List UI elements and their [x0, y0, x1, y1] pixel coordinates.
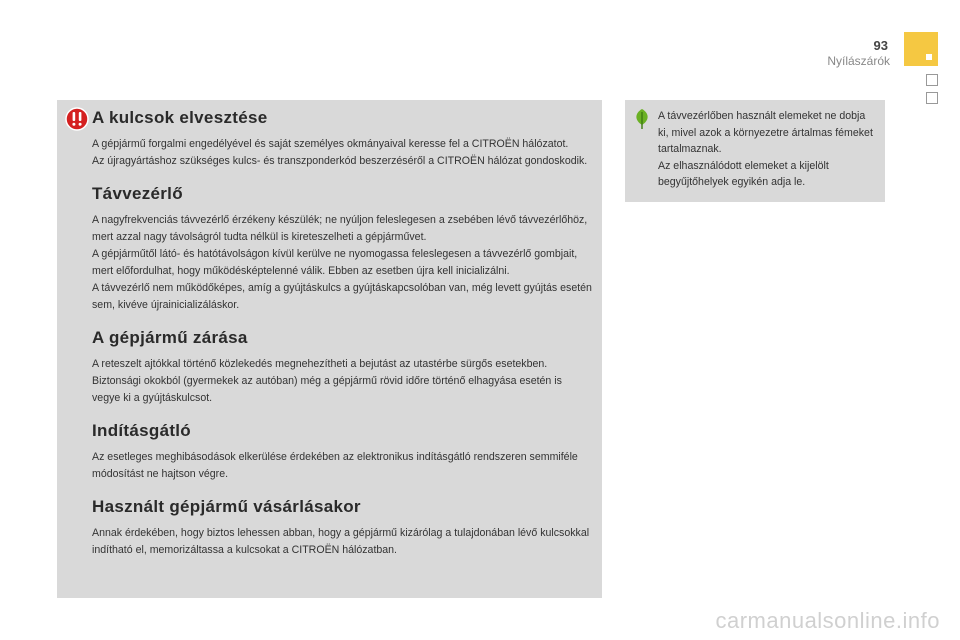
paragraph: A távvezérlőben használt elemeket ne dobja ki, mivel azok a környezetre ártalmas fémeket tartalmaznak. — [658, 110, 873, 155]
paragraph: Annak érdekében, hogy biztos lehessen abban, hogy a gépjármű kizárólag a tulajdonában lévő kulcsokkal indítható el, memorizáltassa a kulcsokat a CITROËN hálózatban. — [92, 527, 590, 556]
section-lost-keys — [92, 108, 592, 170]
tab-marker — [926, 54, 932, 60]
paragraph: A gépjármű forgalmi engedélyével és saját személyes okmányaival keresse fel a CITROËN hálózatot. — [92, 138, 569, 150]
paragraph: A reteszelt ajtókkal történő közlekedés megnehezítheti a bejutást az utastérbe sürgős esetekben. — [92, 358, 548, 370]
paragraph: Az elhasználódott elemeket a kijelölt begyűjtőhelyek egyikén adja le. — [658, 159, 829, 188]
section-heading: Távvezérlő — [92, 184, 183, 203]
main-info-panel — [57, 100, 602, 598]
page-number: 93 — [873, 38, 888, 53]
paragraph: A gépjárműtől látó- és hatótávolságon kívül kerülve ne nyomogassa feleslegesen a távvezérlő gombjait, mert előfordulhat, hogy működésképtelenné válik. Ebben az esetben újra kell inicializálni. — [92, 248, 578, 277]
section-immobiliser — [92, 421, 592, 483]
paragraph: A távvezérlő nem működőképes, amíg a gyújtáskulcs a gyújtáskapcsolóban van, még levett gyújtás esetén sem, kivéve újrainicializáláskor. — [92, 282, 592, 311]
section-heading: A gépjármű zárása — [92, 328, 248, 347]
paragraph: Az esetleges meghibásodások elkerülése érdekében az elektronikus indításgátló rendszeren semmiféle módosítást ne hajtson végre. — [92, 451, 578, 480]
leaf-icon — [633, 108, 651, 130]
section-heading: Indításgátló — [92, 421, 191, 440]
watermark: carmanualsonline.info — [715, 608, 940, 633]
chapter-tab-active[interactable] — [904, 32, 938, 66]
warning-icon — [65, 107, 89, 131]
chapter-tab[interactable] — [926, 92, 938, 104]
chapter-title: Nyílászárók — [827, 54, 890, 68]
chapter-tab[interactable] — [926, 74, 938, 86]
section-heading: Használt gépjármű vásárlásakor — [92, 497, 361, 516]
section-heading: A kulcsok elvesztése — [92, 108, 268, 127]
section-remote-control — [92, 184, 592, 314]
section-vehicle-locking — [92, 328, 592, 407]
paragraph: Biztonsági okokból (gyermekek az autóban) még a gépjármű rövid időre történő elhagyása esetén is vegye ki a gyújtáskulcsot. — [92, 375, 562, 404]
section-used-vehicle — [92, 497, 592, 559]
paragraph: A nagyfrekvenciás távvezérlő érzékeny készülék; ne nyúljon feleslegesen a zsebében lévő távvezérlőhöz, mert azzal nagy távolságról tudta nélkül is kireteszelheti a gépjárművet. — [92, 214, 588, 243]
paragraph: Az újragyártáshoz szükséges kulcs- és transzponderkód beszerzéséről a CITROËN hálózat gondoskodik. — [92, 155, 588, 167]
eco-note-panel — [625, 100, 885, 202]
